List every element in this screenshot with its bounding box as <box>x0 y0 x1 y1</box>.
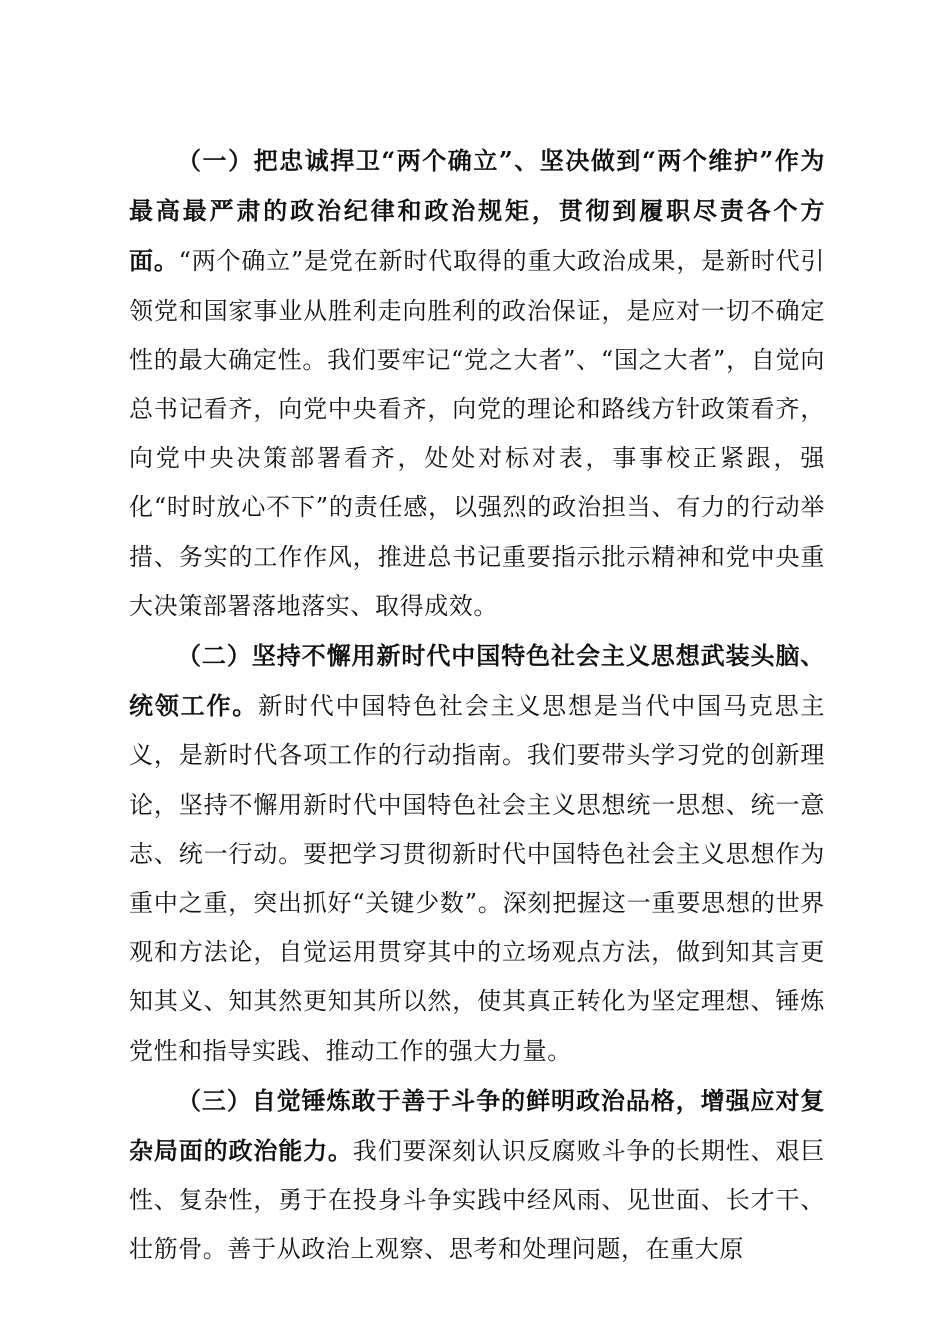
paragraph-2-text: 新时代中国特色社会主义思想是当代中国马克思主义，是新时代各项工作的行动指南。我们要带头学习党的创新理论，坚持不懈用新时代中国特色社会主义思想统一思想、统一意志、统一行动。要把学习贯彻新时代中国特色社会主义思想作为重中之重，突出抓好“关键少数”。深刻把握这一重要思想的世界观和方法论，自觉运用贯穿其中的立场观点方法，做到知其言更知其义、知其然更知其所以然，使其真正转化为坚定理想、锤炼党性和指导实践、推动工作的强大力量。 <box>129 692 826 1065</box>
paragraph-3-heading: （三）自觉锤炼敢于善于斗争的鲜明政治品格，增强应对复杂局面的政治能力。 <box>129 1085 825 1166</box>
paragraph-3-text: 我们要深刻认识反腐败斗争的长期性、艰巨性、复杂性，勇于在投身斗争实践中经风雨、见世面、长才干、壮筋骨。善于从政治上观察、思考和处理问题，在重大原 <box>129 1137 825 1264</box>
paragraph-3 <box>129 1076 825 1275</box>
paragraph-1-text: “两个确立”是党在新时代取得的重大政治成果，是新时代引领党和国家事业从胜利走向胜利的政治保证，是应对一切不确定性的最大确定性。我们要牢记“党之大者”、“国之大者”，自觉向总书记看齐，向党中央看齐，向党的理论和路线方针政策看齐，向党中央决策部署看齐，处处对标对表，事事校正紧跟，强化“时时放心不下”的责任感，以强烈的政治担当、有力的行动举措、务实的工作作风，推进总书记重要指示批示精神和党中央重大决策部署落地落实、取得成效。 <box>129 247 825 620</box>
paragraph-2-heading: （二）坚持不懈用新时代中国特色社会主义思想武装头脑、统领工作。 <box>129 641 825 721</box>
paragraph-1-heading: （一）把忠诚捍卫“两个确立”、坚决做到“两个维护”作为最高最严肃的政治纪律和政治规矩，贯彻到履职尽责各个方面。 <box>129 146 825 276</box>
paragraph-2 <box>129 631 825 1076</box>
document-body <box>129 136 825 1275</box>
paragraph-1 <box>129 136 825 631</box>
